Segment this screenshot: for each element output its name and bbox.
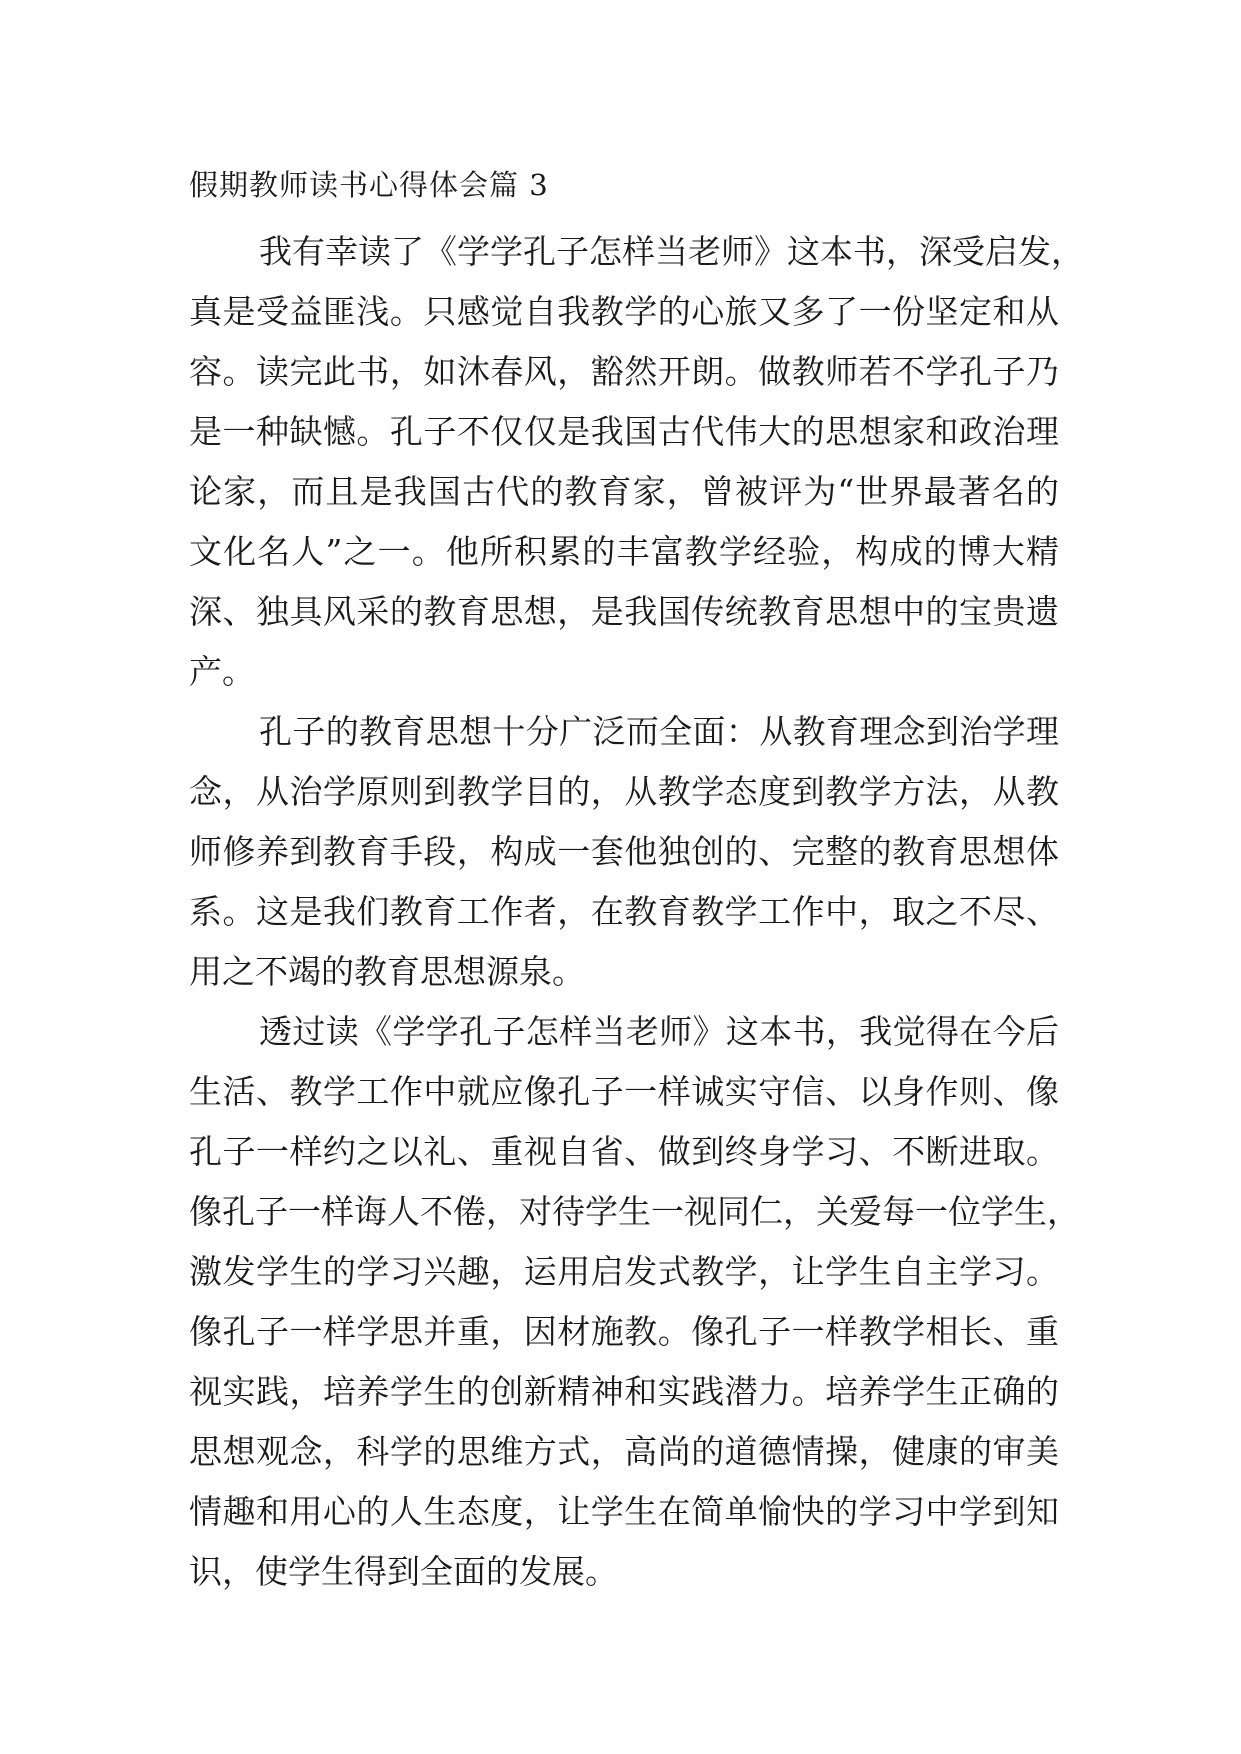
paragraph-line: 用之不竭的教育思想源泉。 [189, 952, 585, 991]
paragraph-line: 激发学生的学习兴趣，运用启发式教学，让学生自主学习。 [189, 1252, 1059, 1291]
paragraph-line: 产。 [189, 652, 255, 691]
paragraph-line: 思想观念，科学的思维方式，高尚的道德情操，健康的审美 [189, 1432, 1059, 1471]
paragraph-line: 文化名人”之一。他所积累的丰富教学经验，构成的博大精 [189, 532, 1059, 571]
paragraph-line: 容。读完此书，如沐春风，豁然开朗。做教师若不学孔子乃 [189, 352, 1059, 391]
paragraph-line: 视实践，培养学生的创新精神和实践潜力。培养学生正确的 [189, 1372, 1059, 1411]
paragraph-2 [189, 702, 1059, 1002]
paragraph-line: 孔子的教育思想十分广泛而全面：从教育理念到治学理 [259, 712, 1059, 751]
paragraph-line: 生活、教学工作中就应像孔子一样诚实守信、以身作则、像 [189, 1072, 1059, 1111]
paragraph-line: 真是受益匪浅。只感觉自我教学的心旅又多了一份坚定和从 [189, 292, 1059, 331]
paragraph-line: 像孔子一样诲人不倦，对待学生一视同仁，关爱每一位学生， [189, 1192, 1080, 1231]
paragraph-line: 论家，而且是我国古代的教育家，曾被评为“世界最著名的 [189, 472, 1059, 511]
paragraph-line: 我有幸读了《学学孔子怎样当老师》这本书，深受启发， [259, 232, 1084, 271]
paragraph-line: 孔子一样约之以礼、重视自省、做到终身学习、不断进取。 [189, 1132, 1059, 1171]
paragraph-line: 念，从治学原则到教学目的，从教学态度到教学方法，从教 [189, 772, 1059, 811]
paragraph-3 [189, 1002, 1080, 1602]
paragraph-1 [189, 222, 1084, 702]
paragraph-line: 情趣和用心的人生态度，让学生在简单愉快的学习中学到知 [189, 1492, 1059, 1531]
paragraph-line: 像孔子一样学思并重，因材施教。像孔子一样教学相长、重 [189, 1312, 1059, 1351]
paragraph-line: 识，使学生得到全面的发展。 [189, 1552, 618, 1591]
paragraph-line: 系。这是我们教育工作者，在教育教学工作中，取之不尽、 [189, 892, 1059, 931]
paragraph-line: 深、独具风采的教育思想，是我国传统教育思想中的宝贵遗 [189, 592, 1059, 631]
paragraph-line: 师修养到教育手段，构成一套他独创的、完整的教育思想体 [189, 832, 1059, 871]
document-title: 假期教师读书心得体会篇 3 [189, 168, 549, 202]
paragraph-line: 透过读《学学孔子怎样当老师》这本书，我觉得在今后 [259, 1012, 1059, 1051]
paragraph-line: 是一种缺憾。孔子不仅仅是我国古代伟大的思想家和政治理 [189, 412, 1059, 451]
document-body [189, 222, 1084, 1602]
